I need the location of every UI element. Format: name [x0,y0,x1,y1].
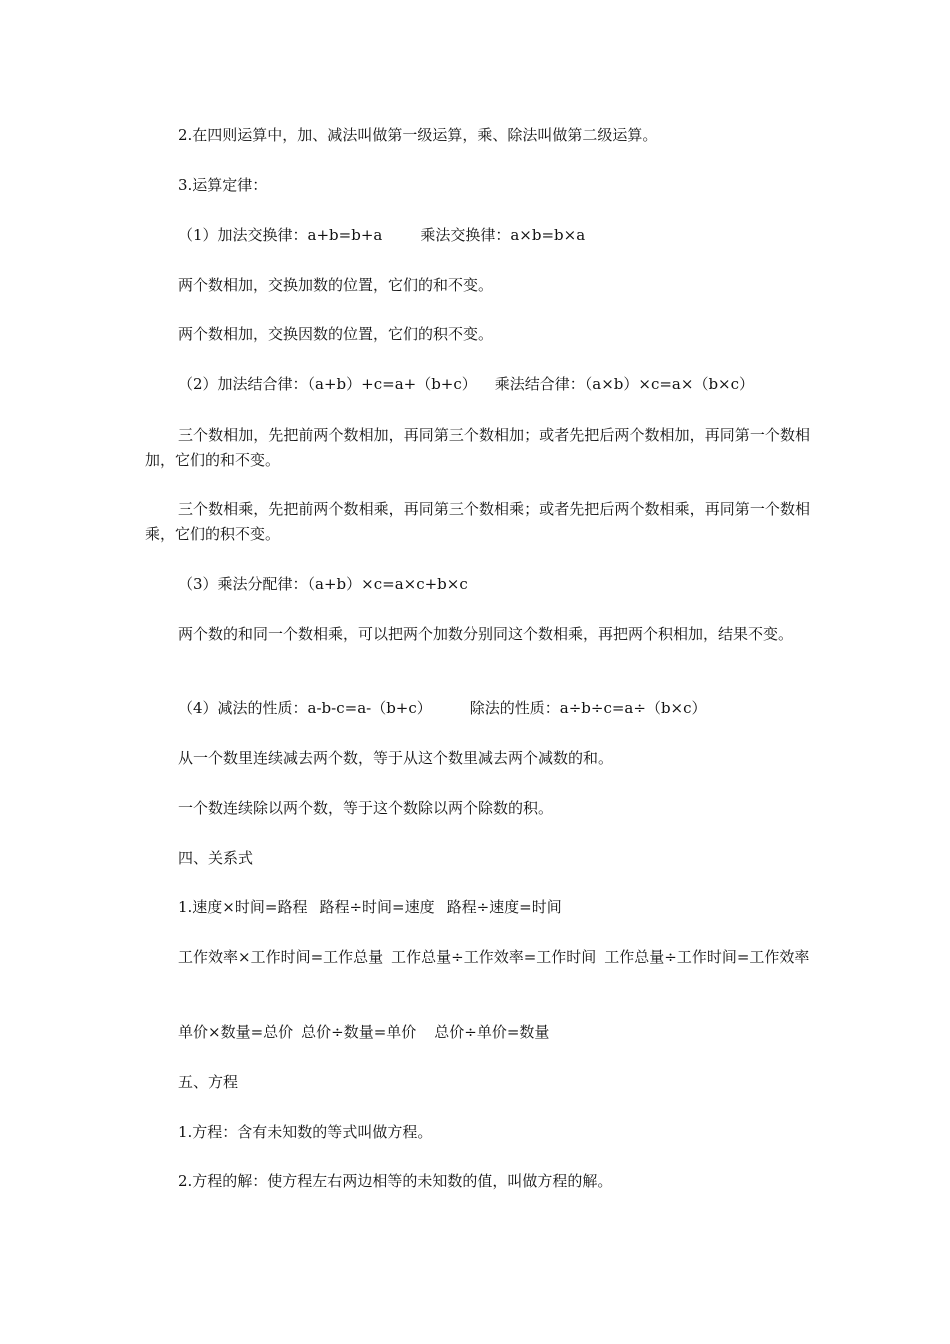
text-unit-price-formula: 总价÷数量=单价 [301,1023,417,1041]
text-quantity-formula: 总价÷单价=数量 [434,1023,550,1041]
paragraph-operation-levels [145,123,810,148]
paragraph-multiplicative-associative-desc [145,497,810,547]
paragraph-equation-definition [145,1120,810,1145]
text-work-efficiency-formula: 工作总量÷工作时间=工作效率 [604,948,810,966]
paragraph-distributive-law [145,572,810,597]
text-subtraction-property: （4）减法的性质：a-b-c=a-（b+c） [178,699,432,717]
text-operation-levels: 2.在四则运算中，加、减法叫做第一级运算，乘、除法叫做第二级运算。 [178,126,658,144]
paragraph-multiplicative-commutative-desc [145,322,810,347]
text-additive-associative: （2）加法结合律：（a+b）+c=a+（b+c） [178,375,477,393]
paragraph-subtraction-division-properties [145,696,810,721]
section-heading-equations [145,1070,810,1095]
paragraph-work-relations [145,945,810,970]
text-additive-associative-desc: 三个数相加，先把前两个数相加，再同第三个数相加；或者先把后两个数相加，再同第一个数相加，它们的和不变。 [145,426,810,469]
text-distance-formula: 1.速度×时间=路程 [178,898,308,916]
text-distributive-law: （3）乘法分配律：（a+b）×c=a×c+b×c [178,575,468,593]
text-section-equations: 五、方程 [178,1073,239,1091]
paragraph-distributive-desc [145,622,810,647]
text-equation-definition: 1.方程：含有未知数的等式叫做方程。 [178,1123,433,1141]
paragraph-associative-laws [145,372,810,397]
text-speed-formula: 路程÷时间=速度 [319,898,435,916]
text-additive-commutative-desc: 两个数相加，交换加数的位置，它们的和不变。 [178,276,494,294]
paragraph-price-relations [145,1020,810,1045]
text-division-desc: 一个数连续除以两个数，等于这个数除以两个除数的积。 [178,799,554,817]
text-time-formula: 路程÷速度=时间 [446,898,562,916]
paragraph-division-desc [145,796,810,821]
text-work-time-formula: 工作总量÷工作效率=工作时间 [391,948,597,966]
text-division-property: 除法的性质：a÷b÷c=a÷（b×c） [469,699,707,717]
text-multiplicative-associative-desc: 三个数相乘，先把前两个数相乘，再同第三个数相乘；或者先把后两个数相乘，再同第一个数相乘，它们的积不变。 [145,500,810,543]
paragraph-equation-solution [145,1169,810,1194]
paragraph-speed-relations [145,895,810,920]
text-additive-commutative: （1）加法交换律：a+b=b+a [178,226,383,244]
paragraph-additive-associative-desc [145,423,810,473]
section-heading-relations [145,846,810,871]
heading-operation-laws [145,173,810,198]
text-multiplicative-associative: 乘法结合律：（a×b）×c=a×（b×c） [494,375,755,393]
paragraph-additive-commutative-desc [145,273,810,298]
text-subtraction-desc: 从一个数里连续减去两个数，等于从这个数里减去两个减数的和。 [178,749,614,767]
text-distributive-desc: 两个数的和同一个数相乘，可以把两个加数分别同这个数相乘，再把两个积相加，结果不变。 [178,625,794,643]
paragraph-commutative-laws [145,223,810,248]
text-equation-solution: 2.方程的解：使方程左右两边相等的未知数的值，叫做方程的解。 [178,1172,613,1190]
paragraph-subtraction-desc [145,746,810,771]
text-operation-laws: 3.运算定律： [178,176,268,194]
text-work-total-formula: 工作效率×工作时间=工作总量 [178,948,384,966]
text-multiplicative-commutative: 乘法交换律：a×b=b×a [420,226,586,244]
text-multiplicative-commutative-desc: 两个数相加，交换因数的位置，它们的积不变。 [178,325,494,343]
text-total-price-formula: 单价×数量=总价 [178,1023,294,1041]
text-section-relations: 四、关系式 [178,849,254,867]
